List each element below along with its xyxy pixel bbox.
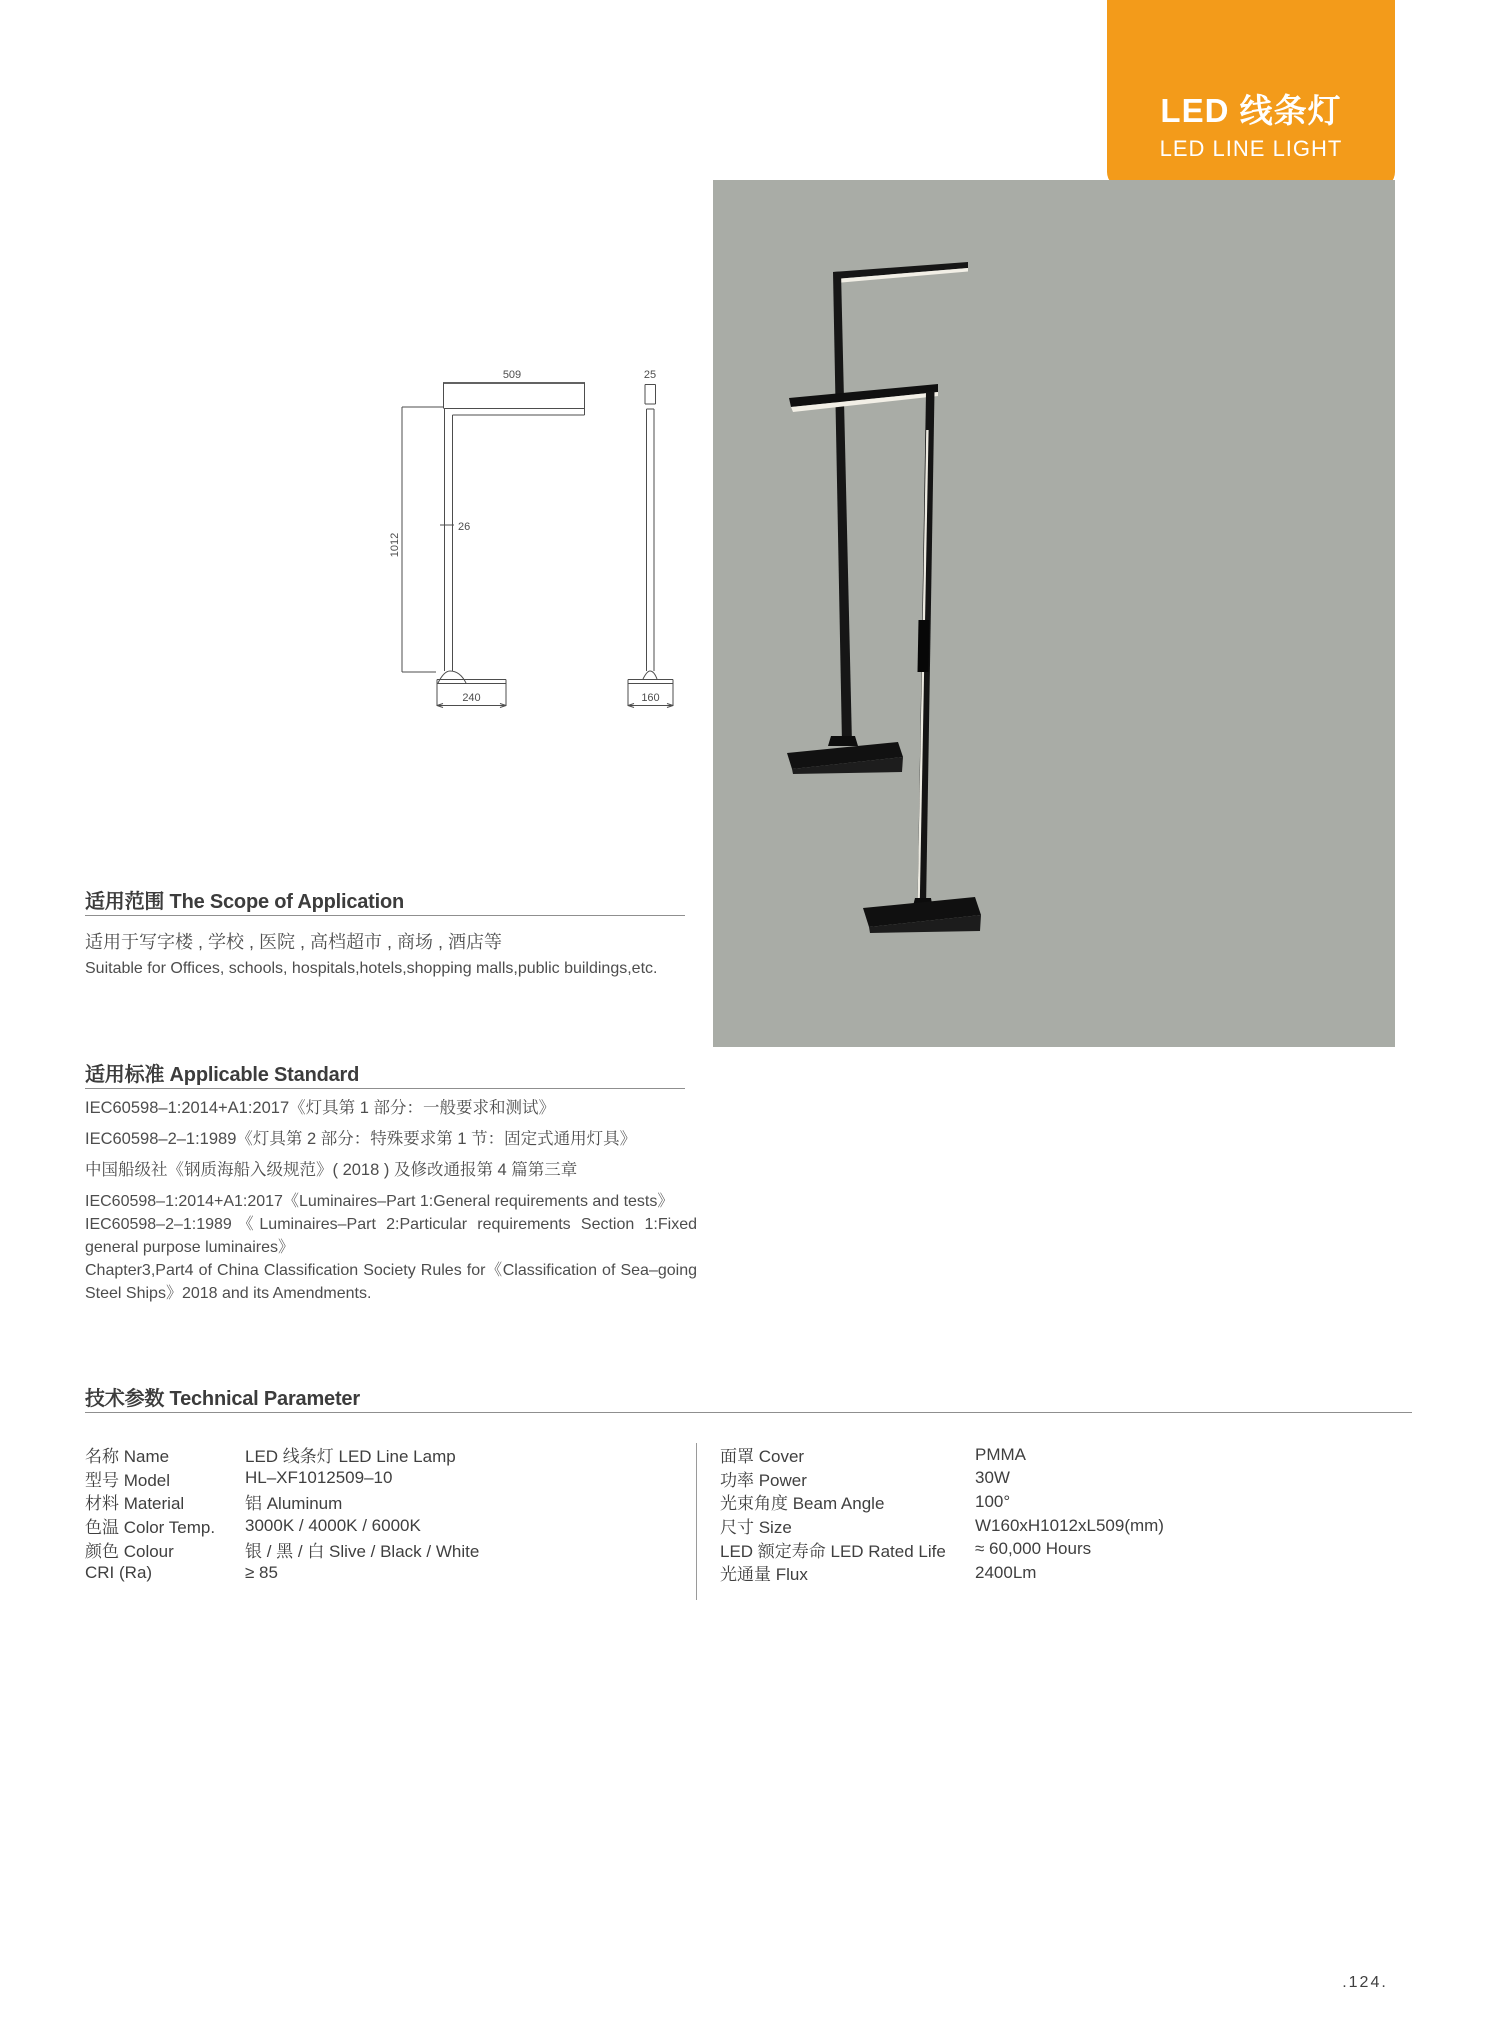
scope-text-zh: 适用于写字楼 , 学校 , 医院 , 高档超市 , 商场 , 酒店等	[85, 932, 503, 952]
param-label: 面罩 Cover	[720, 1447, 805, 1467]
parameter-table-left	[85, 1443, 685, 1585]
param-label: 名称 Name	[85, 1447, 170, 1467]
table-row	[720, 1467, 1360, 1491]
param-value: ≥ 85	[245, 1562, 278, 1582]
param-label: 色温 Color Temp.	[85, 1518, 216, 1538]
table-row	[720, 1490, 1360, 1514]
scope-text-en: Suitable for Offices, schools, hospitals,hotels,shopping malls,public buildings,etc.	[85, 960, 658, 977]
param-label: 功率 Power	[720, 1470, 807, 1490]
dim-pole-width: 26	[458, 521, 471, 533]
table-row	[85, 1537, 685, 1561]
standard-line: IEC60598–2–1:1989《Luminaires–Part 2:Particular requirements Section 1:Fixed general purpose luminaires》	[85, 1216, 697, 1256]
parameter-table-right	[720, 1443, 1360, 1585]
category-title-en: LED LINE LIGHT	[1159, 136, 1343, 161]
dim-arm-length: 509	[502, 369, 522, 381]
table-divider	[696, 1443, 697, 1600]
table-row	[720, 1514, 1360, 1538]
param-label: 光通量 Flux	[720, 1565, 808, 1585]
param-value: 30W	[975, 1468, 1010, 1488]
param-label: CRI (Ra)	[85, 1562, 153, 1582]
param-value: 100°	[975, 1491, 1011, 1511]
floor-lamps-image	[713, 180, 1395, 1047]
standard-line: IEC60598–1:2014+A1:2017《Luminaires–Part 1:General requirements and tests》	[85, 1193, 674, 1210]
dim-side-thickness: 25	[643, 369, 657, 381]
param-value: HL–XF1012509–10	[245, 1468, 393, 1488]
dim-height: 1012	[389, 532, 401, 558]
standard-rule	[85, 1088, 685, 1089]
param-label: LED 额定寿命 LED Rated Life	[720, 1541, 946, 1561]
standard-heading: 适用标准 Applicable Standard	[85, 1064, 360, 1086]
dim-base-depth: 160	[641, 692, 660, 704]
scope-heading: 适用范围 The Scope of Application	[85, 891, 405, 913]
param-label: 尺寸 Size	[720, 1518, 792, 1538]
param-value: 2400Lm	[975, 1562, 1037, 1582]
table-row	[85, 1443, 685, 1467]
table-row	[720, 1537, 1360, 1561]
param-value: W160xH1012xL509(mm)	[975, 1515, 1164, 1535]
front-lamp	[789, 384, 981, 933]
page-number: .124.	[1342, 1974, 1388, 1991]
product-photo	[713, 180, 1395, 1047]
param-value: PMMA	[975, 1444, 1026, 1464]
param-label: 材料 Material	[85, 1494, 185, 1514]
param-label: 光束角度 Beam Angle	[720, 1494, 885, 1514]
param-value: LED 线条灯 LED Line Lamp	[245, 1447, 456, 1467]
table-row	[720, 1443, 1360, 1467]
standard-line: IEC60598–2–1:1989《灯具第 2 部分：特殊要求第 1 节：固定式通用灯具》	[85, 1130, 637, 1148]
table-row	[85, 1490, 685, 1514]
table-row	[720, 1561, 1360, 1585]
param-value: 3000K / 4000K / 6000K	[245, 1515, 421, 1535]
table-row	[85, 1514, 685, 1538]
param-value: 银 / 黑 / 白 Slive / Black / White	[245, 1541, 480, 1561]
back-lamp	[787, 262, 968, 774]
param-label: 型号 Model	[85, 1470, 171, 1490]
standard-lines	[85, 1097, 697, 1305]
param-label: 颜色 Colour	[85, 1541, 174, 1561]
table-row	[85, 1467, 685, 1491]
parameters-heading: 技术参数 Technical Parameter	[85, 1388, 360, 1410]
standard-line: Chapter3,Part4 of China Classification Society Rules for《Classification of Sea–going Steel Ships》2018 and its Amendments.	[85, 1262, 697, 1302]
category-title-zh: LED 线条灯	[1160, 91, 1342, 129]
scope-rule	[85, 915, 685, 916]
parameters-rule	[85, 1412, 1412, 1413]
standard-line: IEC60598–1:2014+A1:2017《灯具第 1 部分：一般要求和测试》	[85, 1099, 555, 1117]
standard-line: 中国船级社《钢质海船入级规范》( 2018 ) 及修改通报第 4 篇第三章	[85, 1161, 578, 1179]
category-badge	[1107, 0, 1395, 188]
param-value: 铝 Aluminum	[245, 1494, 343, 1514]
technical-drawing	[320, 270, 740, 730]
table-row	[85, 1561, 685, 1585]
dim-base-width: 240	[462, 692, 481, 704]
param-value: ≈ 60,000 Hours	[975, 1539, 1092, 1559]
